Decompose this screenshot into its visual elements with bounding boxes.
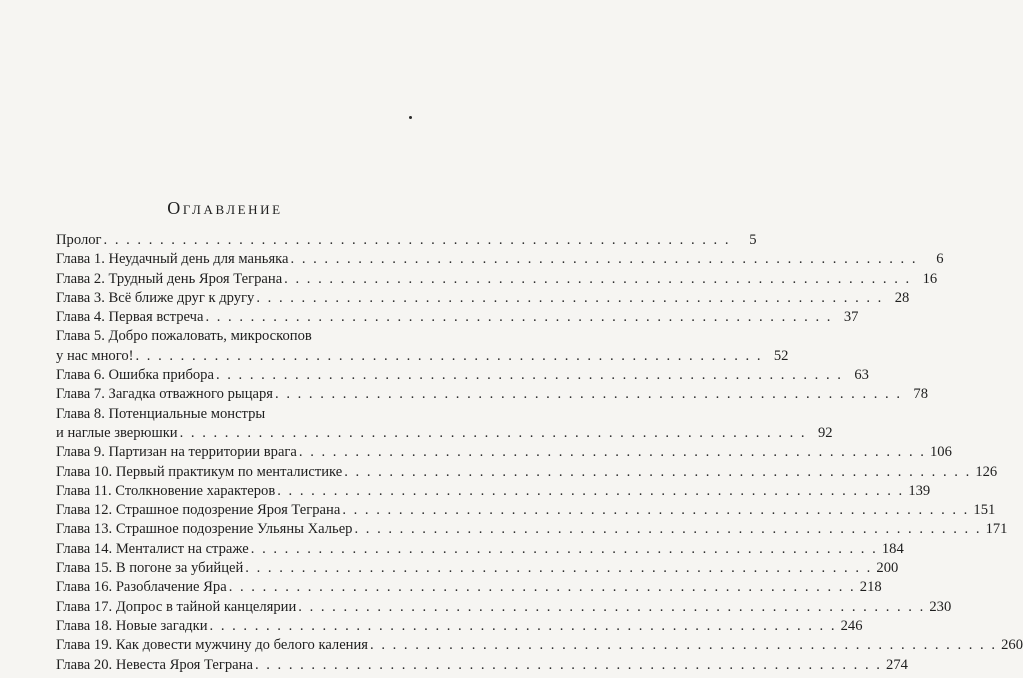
toc-entry-title: Пролог [56,232,102,248]
toc-entry-title: Глава 11. Столкновение характеров [56,482,276,499]
toc-entry-page: 37 [843,309,859,326]
toc-entry-title-line2: и наглые зверюшки [56,424,178,441]
toc-entry [56,385,928,404]
toc-entry-title: Глава 16. Разоблачение Яра [56,579,227,596]
toc-entry [56,289,910,308]
toc-entry [56,598,952,617]
toc-entry [56,520,1008,539]
toc-entry [56,270,938,289]
toc-entry-page: 106 [930,444,952,461]
toc-entry [56,443,952,462]
toc-entry [56,463,998,482]
toc-entry-page: 5 [749,232,757,248]
toc-entry-title: Глава 7. Загадка отважного рыцаря [56,386,274,403]
toc-entry-page: 78 [913,386,928,403]
dot-leader: . . . . . . . . . . . . . . . . . . . . . . . . . . . . . . . . . . . . . . . . . . . . . . . . . . . . . . . . [228,579,856,596]
toc-entry-page: 52 [773,347,789,364]
toc-entry-title: Глава 15. В погоне за убийцей [56,560,244,577]
toc-entry-page: 28 [894,289,910,306]
dot-leader: . . . . . . . . . . . . . . . . . . . . . . . . . . . . . . . . . . . . . . . . . . . . . . . . . . . . . . . . [205,309,833,326]
table-of-contents [56,231,1023,675]
toc-entry-title: Глава 12. Страшное подозрение Яроя Теграна [56,502,341,519]
toc-entry-page: 126 [975,463,998,480]
toc-entry-title-line2: у нас много! [56,347,134,364]
toc-entry-title: Глава 14. Менталист на страже [56,540,249,557]
toc-entry-title: Глава 9. Партизан на территории врага [56,444,297,461]
dot-leader: . . . . . . . . . . . . . . . . . . . . . . . . . . . . . . . . . . . . . . . . . . . . . . . . . . . . . . . . [354,521,982,538]
toc-entry [56,366,869,385]
page-title: Оглавление [167,198,283,218]
toc-entry-page: 16 [922,270,938,287]
toc-entry-title: Глава 20. Невеста Яроя Теграна [56,656,253,673]
toc-entry-page: 139 [908,482,931,499]
toc-entry-title-line1: Глава 5. Добро пожаловать, микроскопов [56,328,312,345]
toc-entry-title: Глава 6. Ошибка прибора [56,367,214,384]
dot-leader: . . . . . . . . . . . . . . . . . . . . . . . . . . . . . . . . . . . . . . . . . . . . . . . . . . . . . . . . [215,367,843,384]
toc-entry-page: 151 [973,502,996,519]
toc-entry [56,636,1023,655]
dot-leader: . . . . . . . . . . . . . . . . . . . . . . . . . . . . . . . . . . . . . . . . . . . . . . . . . . . . . . . . [342,502,970,519]
toc-entry [56,617,863,636]
dot-leader: . . . . . . . . . . . . . . . . . . . . . . . . . . . . . . . . . . . . . . . . . . . . . . . . . . . . . . . . [245,560,873,577]
toc-entry-title: Глава 18. Новые загадки [56,617,208,634]
toc-entry-title: Глава 17. Допрос в тайной канцелярии [56,598,297,615]
toc-entry-page: 92 [817,424,833,441]
dot-leader: . . . . . . . . . . . . . . . . . . . . . . . . . . . . . . . . . . . . . . . . . . . . . . . . . . . . . . . . [179,424,807,441]
toc-entry-page: 230 [929,598,952,615]
toc-entry-page: 184 [881,540,904,557]
toc-entry [56,250,944,269]
toc-entry-page: 63 [854,367,869,384]
dot-leader: . . . . . . . . . . . . . . . . . . . . . . . . . . . . . . . . . . . . . . . . . . . . . . . . . . . . . . . . [275,386,902,403]
dot-leader: . . . . . . . . . . . . . . . . . . . . . . . . . . . . . . . . . . . . . . . . . . . . . . . . . . . . . . . . [290,251,918,268]
dot-leader: . . . . . . . . . . . . . . . . . . . . . . . . . . . . . . . . . . . . . . . . . . . . . . . . . . . . . . . . [344,463,972,480]
print-speck [409,116,412,119]
dot-leader: . . . . . . . . . . . . . . . . . . . . . . . . . . . . . . . . . . . . . . . . . . . . . . . . . . . . . . . . [298,444,926,461]
toc-entry-page: 274 [886,656,908,673]
dot-leader: . . . . . . . . . . . . . . . . . . . . . . . . . . . . . . . . . . . . . . . . . . . . . . . . . . . . . . . . [256,289,884,306]
dot-leader: . . . . . . . . . . . . . . . . . . . . . . . . . . . . . . . . . . . . . . . . . . . . . . . . . . . . . . . . [370,637,997,654]
toc-entry-title: Глава 3. Всё ближе друг к другу [56,289,255,306]
dot-leader: . . . . . . . . . . . . . . . . . . . . . . . . . . . . . . . . . . . . . . . . . . . . . . . . . . . . . . . . [254,656,882,673]
dot-leader: . . . . . . . . . . . . . . . . . . . . . . . . . . . . . . . . . . . . . . . . . . . . . . . . . . . . . . . . [277,482,905,499]
toc-entry-page: 6 [936,251,944,268]
toc-entry [56,405,833,444]
toc-entry-title: Глава 2. Трудный день Яроя Теграна [56,270,283,287]
toc-entry [56,501,996,520]
toc-entry-page: 260 [1001,637,1023,654]
toc-entry-page: 218 [859,579,882,596]
toc-entry [56,559,899,578]
toc-entry [56,656,908,675]
toc-entry-title: Глава 10. Первый практикум по менталистике [56,463,343,480]
dot-leader: . . . . . . . . . . . . . . . . . . . . . . . . . . . . . . . . . . . . . . . . . . . . . . . . . . . . . . . . [298,598,926,615]
toc-entry [56,540,904,559]
toc-entry-title-line1: Глава 8. Потенциальные монстры [56,405,266,422]
toc-entry [56,308,859,327]
toc-entry-page: 246 [840,617,863,634]
dot-leader: . . . . . . . . . . . . . . . . . . . . . . . . . . . . . . . . . . . . . . . . . . . . . . . . . . . . . . . . [284,270,912,287]
toc-entry-title: Глава 19. Как довести мужчину до белого каления [56,637,369,654]
toc-entry-title: Глава 1. Неудачный день для маньяка [56,251,289,268]
toc-entry [56,482,931,501]
toc-entry [56,578,882,597]
toc-entry [56,327,789,366]
toc-entry-page: 171 [985,521,1008,538]
toc-entry [56,231,757,250]
toc-entry-page: 200 [876,560,899,577]
toc-entry-title: Глава 13. Страшное подозрение Ульяны Хальер [56,521,353,538]
toc-entry-title: Глава 4. Первая встреча [56,309,204,326]
dot-leader: . . . . . . . . . . . . . . . . . . . . . . . . . . . . . . . . . . . . . . . . . . . . . . . . . . . . . . . . [135,347,763,364]
dot-leader: . . . . . . . . . . . . . . . . . . . . . . . . . . . . . . . . . . . . . . . . . . . . . . . . . . . . . . . . [250,540,878,557]
dot-leader: . . . . . . . . . . . . . . . . . . . . . . . . . . . . . . . . . . . . . . . . . . . . . . . . . . . . . . . . [209,617,837,634]
dot-leader: . . . . . . . . . . . . . . . . . . . . . . . . . . . . . . . . . . . . . . . . . . . . . . . . . . . . . . . . [103,232,731,248]
